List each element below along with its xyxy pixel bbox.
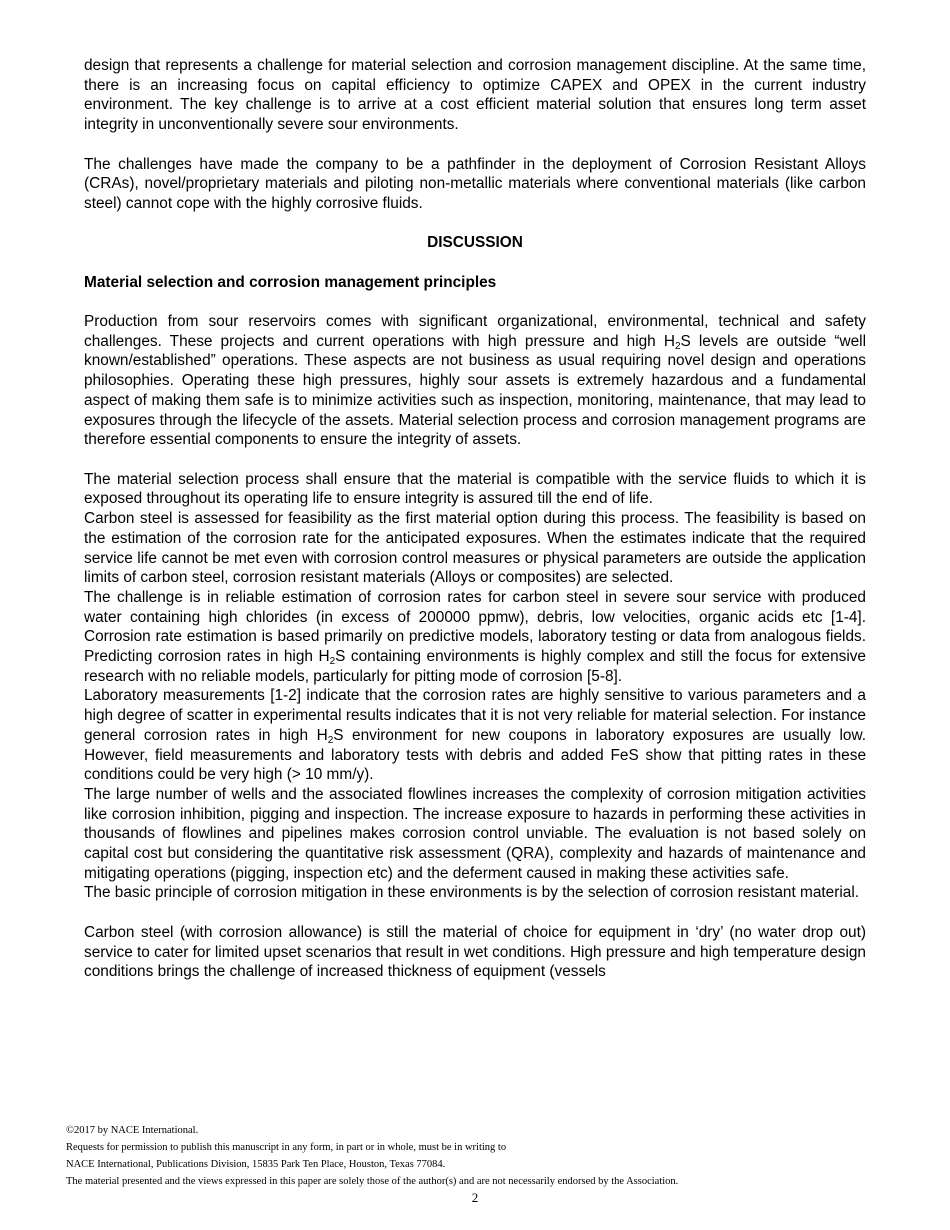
- paragraph-laboratory-measurements: [84, 686, 866, 785]
- page-number: 2: [471, 1190, 479, 1205]
- text-run: S levels are outside “well known/established” operations. These aspects are not business as usual requiring novel design and operations philosophies. Operating these high pressures, highly sour assets is extremely hazardous and a fundamental aspect of making them safe is to minimize activities such as inspection, monitoring, maintenance, that may lead to exposures through the lifecycle of the assets. Material selection process and corrosion management programs are therefore essential components to ensure the integrity of assets.: [84, 332, 866, 449]
- paragraph-carbon-steel-feasibility: Carbon steel is assessed for feasibility as the first material option during this process. The feasibility is based on the estimation of the corrosion rate for the anticipated exposures. When the estimates indicate that the required service life cannot be met even with corrosion control measures or physical parameters are outside the application limits of carbon steel, corrosion resistant materials (Alloys or composites) are selected.: [84, 510, 866, 587]
- section-heading-discussion: DISCUSSION: [427, 234, 523, 252]
- paragraph-material-selection-process: The material selection process shall ensure that the material is compatible with the service fluids to which it is exposed throughout its operating life to ensure integrity is assured till the end of life.: [84, 470, 866, 508]
- text-run: S containing environments is highly complex and still the focus for extensive research with no reliable models, particularly for pitting mode of corrosion [5-8].: [84, 648, 866, 685]
- subscript: 2: [327, 734, 334, 746]
- text-run: Production from sour reservoirs comes with significant organizational, environmental, technical and safety challenges. These projects and current operations with high pressure and high H: [84, 313, 866, 350]
- footer-disclaimer: The material presented and the views expressed in this paper are solely those of the author(s) and are not necessarily endorsed by the Association.: [66, 1176, 679, 1187]
- subscript: 2: [674, 340, 681, 352]
- subscript: 2: [329, 656, 336, 668]
- footer-copyright: ©2017 by NACE International.: [66, 1125, 199, 1136]
- paragraph-corrosion-rate-challenge: [84, 588, 866, 687]
- footer-permission: Requests for permission to publish this manuscript in any form, in part or in whole, must be in writing to: [66, 1142, 507, 1153]
- text-run: S environment for new coupons in laboratory exposures are usually low. However, field measurements and laboratory tests with debris and added FeS show that pitting rates in these conditions could be very high (> 10 mm/y).: [84, 726, 866, 784]
- text-run: The challenge is in reliable estimation of corrosion rates for carbon steel in severe sour service with produced water containing high chlorides (in excess of 200000 ppmw), debris, low velocities, organic acids etc [1-4]. Corrosion rate estimation is based primarily on predictive models, laboratory testing or data from analogous fields. Predicting corrosion rates in high H: [84, 588, 866, 666]
- text-run: Laboratory measurements [1-2] indicate that the corrosion rates are highly sensitive to various parameters and a high degree of scatter in experimental results indicates that it is not very reliable for material selection. For instance general corrosion rates in high H: [84, 687, 866, 744]
- copyright-footer: [66, 1122, 886, 1190]
- paragraph-wells-flowlines: The large number of wells and the associated flowlines increases the complexity of corrosion mitigation activities like corrosion inhibition, pigging and inspection. The increase exposure to hazards in performing these activities in thousands of flowlines and pipelines makes corrosion control unviable. The evaluation is not based solely on capital cost but considering the quantitative risk assessment (QRA), complexity and hazards of maintenance and mitigating operations (pigging, inspection etc) and the deferment caused in making these activities safe.: [84, 785, 866, 882]
- subsection-heading-material-selection: Material selection and corrosion management principles: [84, 273, 497, 291]
- paragraph-basic-principle: The basic principle of corrosion mitigation in these environments is by the selection of corrosion resistant material.: [84, 884, 860, 902]
- paragraph-intro-continued: design that represents a challenge for material selection and corrosion management discipline. At the same time, there is an increasing focus on capital efficiency to optimize CAPEX and OPEX in the current industry environment. The key challenge is to arrive at a cost efficient material solution that ensures long term asset integrity in unconventionally severe sour environments.: [84, 57, 866, 134]
- footer-address: NACE International, Publications Division, 15835 Park Ten Place, Houston, Texas 77084.: [66, 1159, 446, 1170]
- paper-body: [84, 56, 866, 982]
- paragraph-carbon-steel-dry-service: Carbon steel (with corrosion allowance) is still the material of choice for equipment in ‘dry’ (no water drop out) service to cater for limited upset scenarios that result in wet conditions. High pressure and high temperature design conditions brings the challenge of increased thickness of equipment (vessels: [84, 923, 866, 981]
- paragraph-pathfinder: The challenges have made the company to be a pathfinder in the deployment of Corrosion Resistant Alloys (CRAs), novel/proprietary materials and piloting non-metallic materials where conventional materials (like carbon steel) cannot cope with the highly corrosive fluids.: [84, 155, 866, 212]
- paragraph-sour-reservoirs: [84, 312, 866, 450]
